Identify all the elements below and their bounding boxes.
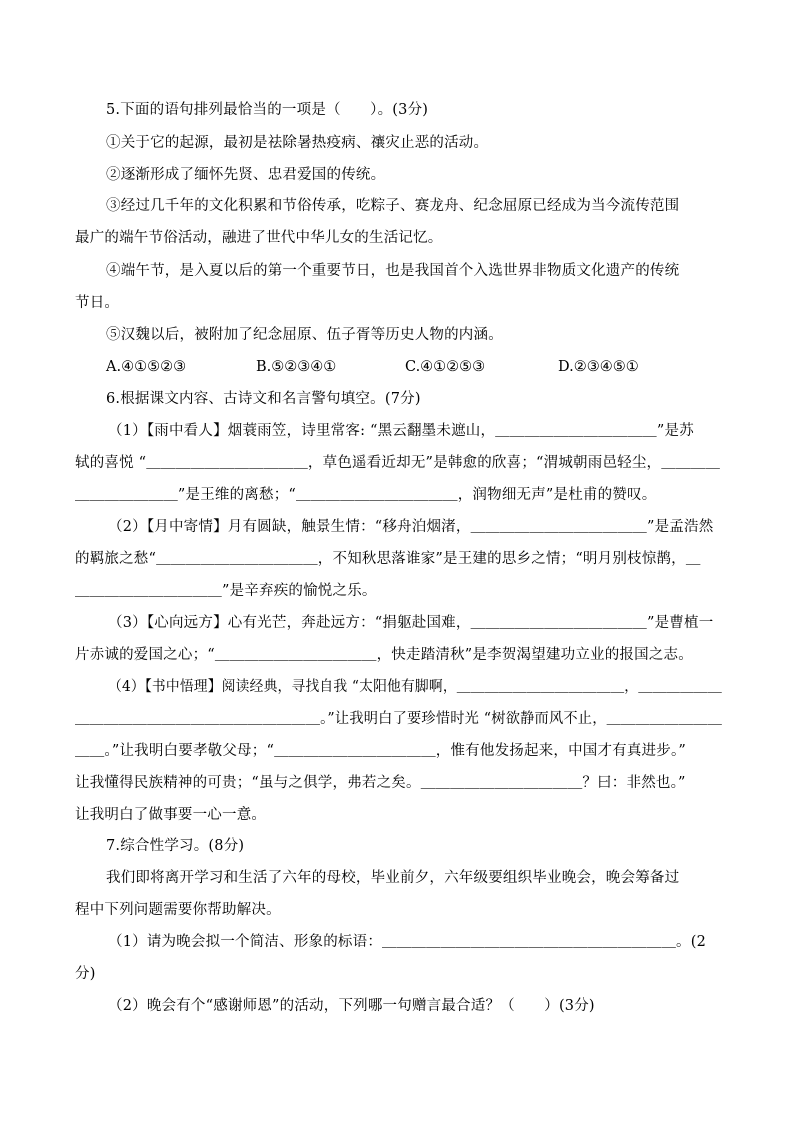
q6-part2-line-3: ＿＿＿＿＿＿＿＿＿＿”是辛弃疾的愉悦之乐。 [75, 583, 377, 599]
q5-sentence-3-line-2: 最广的端午节俗活动，融进了世代中华儿女的生活记忆。 [75, 230, 443, 246]
q5-option-c: C.④①②⑤③ [405, 359, 486, 375]
q7-stem: 7.综合性学习。(8分) [106, 838, 245, 854]
q6-part4-line-3: ＿＿。”让我明白要孝敬父母；“＿＿＿＿＿＿＿＿＿＿＿，惟有他发扬起来，中国才有真进步。” [75, 743, 687, 759]
q5-option-b: B.⑤②③④① [256, 359, 337, 375]
q6-part2-line-2: 的羁旅之愁“＿＿＿＿＿＿＿＿＿＿＿，不知秋思落谁家”是王建的思乡之情；“明月别枝惊鹊，＿ [75, 551, 701, 567]
q5-sentence-2: ②逐渐形成了缅怀先贤、忠君爱国的传统。 [106, 167, 386, 183]
q6-part4-line-1: （4）【书中悟理】阅读经典，寻找自我 “太阳他有脚啊，＿＿＿＿＿＿＿＿＿＿＿＿，＿＿＿＿＿＿ [108, 679, 722, 695]
q6-stem: 6.根据课文内容、古诗文和名言警句填空。(7分) [106, 391, 421, 407]
q5-option-d: D.②③④⑤① [558, 359, 639, 375]
q7-sub1-line-1: （1）请为晚会拟一个简洁、形象的标语：＿＿＿＿＿＿＿＿＿＿＿＿＿＿＿＿＿＿＿＿。(2 [108, 934, 707, 950]
q6-part3-line-2: 片赤诚的爱国之心；“＿＿＿＿＿＿＿＿＿＿＿，快走踏清秋”是李贺渴望建功立业的报国之志。 [75, 647, 693, 663]
q6-part1-line-1: （1）【雨中看人】烟蓑雨笠，诗里常客: “黑云翻墨未遮山，＿＿＿＿＿＿＿＿＿＿＿”是苏 [108, 423, 694, 439]
q7-intro-line-1: 我们即将离开学习和生活了六年的母校，毕业前夕，六年级要组织毕业晚会，晚会筹备过 [106, 870, 680, 886]
q5-sentence-4-line-2: 节日。 [75, 295, 120, 311]
q6-part3-line-1: （3）【心向远方】心有光芒，奔赴远方：“捐躯赴国难，＿＿＿＿＿＿＿＿＿＿＿＿”是曹植一 [108, 615, 714, 631]
q6-part2-line-1: （2）【月中寄情】月有圆缺，触景生情：“移舟泊烟渚，＿＿＿＿＿＿＿＿＿＿＿＿”是孟浩然 [108, 519, 714, 535]
q5-sentence-1: ①关于它的起源，最初是祛除暑热疫病、禳灾止恶的活动。 [106, 135, 489, 151]
q5-sentence-5: ⑤汉魏以后，被附加了纪念屈原、伍子胥等历史人物的内涵。 [106, 327, 503, 343]
q6-part1-line-3: ＿＿＿＿＿＿＿”是王维的离愁；“＿＿＿＿＿＿＿＿＿＿＿，润物细无声”是杜甫的赞叹。 [75, 487, 657, 503]
q7-sub1-line-2: 分) [75, 966, 96, 982]
q6-part1-line-2: 轼的喜悦 “＿＿＿＿＿＿＿＿＿＿＿，草色遥看近却无”是韩愈的欣喜；“渭城朝雨邑轻尘，＿＿＿＿ [75, 455, 721, 471]
q5-option-a: A.④①⑤②③ [106, 359, 187, 375]
q6-part4-line-4: 让我懂得民族精神的可贵；“虽与之俱学，弗若之矣。＿＿＿＿＿＿＿＿＿＿＿？曰：非然也。” [75, 775, 686, 791]
q6-part4-line-2: ＿＿＿＿＿＿＿＿＿＿＿＿＿＿＿＿＿。”让我明白了要珍惜时光 “树欲静而风不止，＿＿＿＿＿＿＿＿ [75, 711, 722, 727]
q5-sentence-4-line-1: ④端午节，是入夏以后的第一个重要节日，也是我国首个入选世界非物质文化遗产的传统 [106, 263, 680, 279]
q7-sub2: （2）晚会有个“感谢师恩”的活动，下列哪一句赠言最合适？（ ）(3分) [108, 998, 595, 1014]
q7-intro-line-2: 程中下列问题需要你帮助解决。 [75, 902, 281, 918]
q5-sentence-3-line-1: ③经过几千年的文化积累和节俗传承，吃粽子、赛龙舟、纪念屈原已经成为当今流传范围 [106, 198, 680, 214]
q5-stem: 5.下面的语句排列最恰当的一项是（ ）。(3分) [106, 102, 429, 118]
q6-part4-line-5: 让我明白了做事要一心一意。 [75, 807, 267, 823]
